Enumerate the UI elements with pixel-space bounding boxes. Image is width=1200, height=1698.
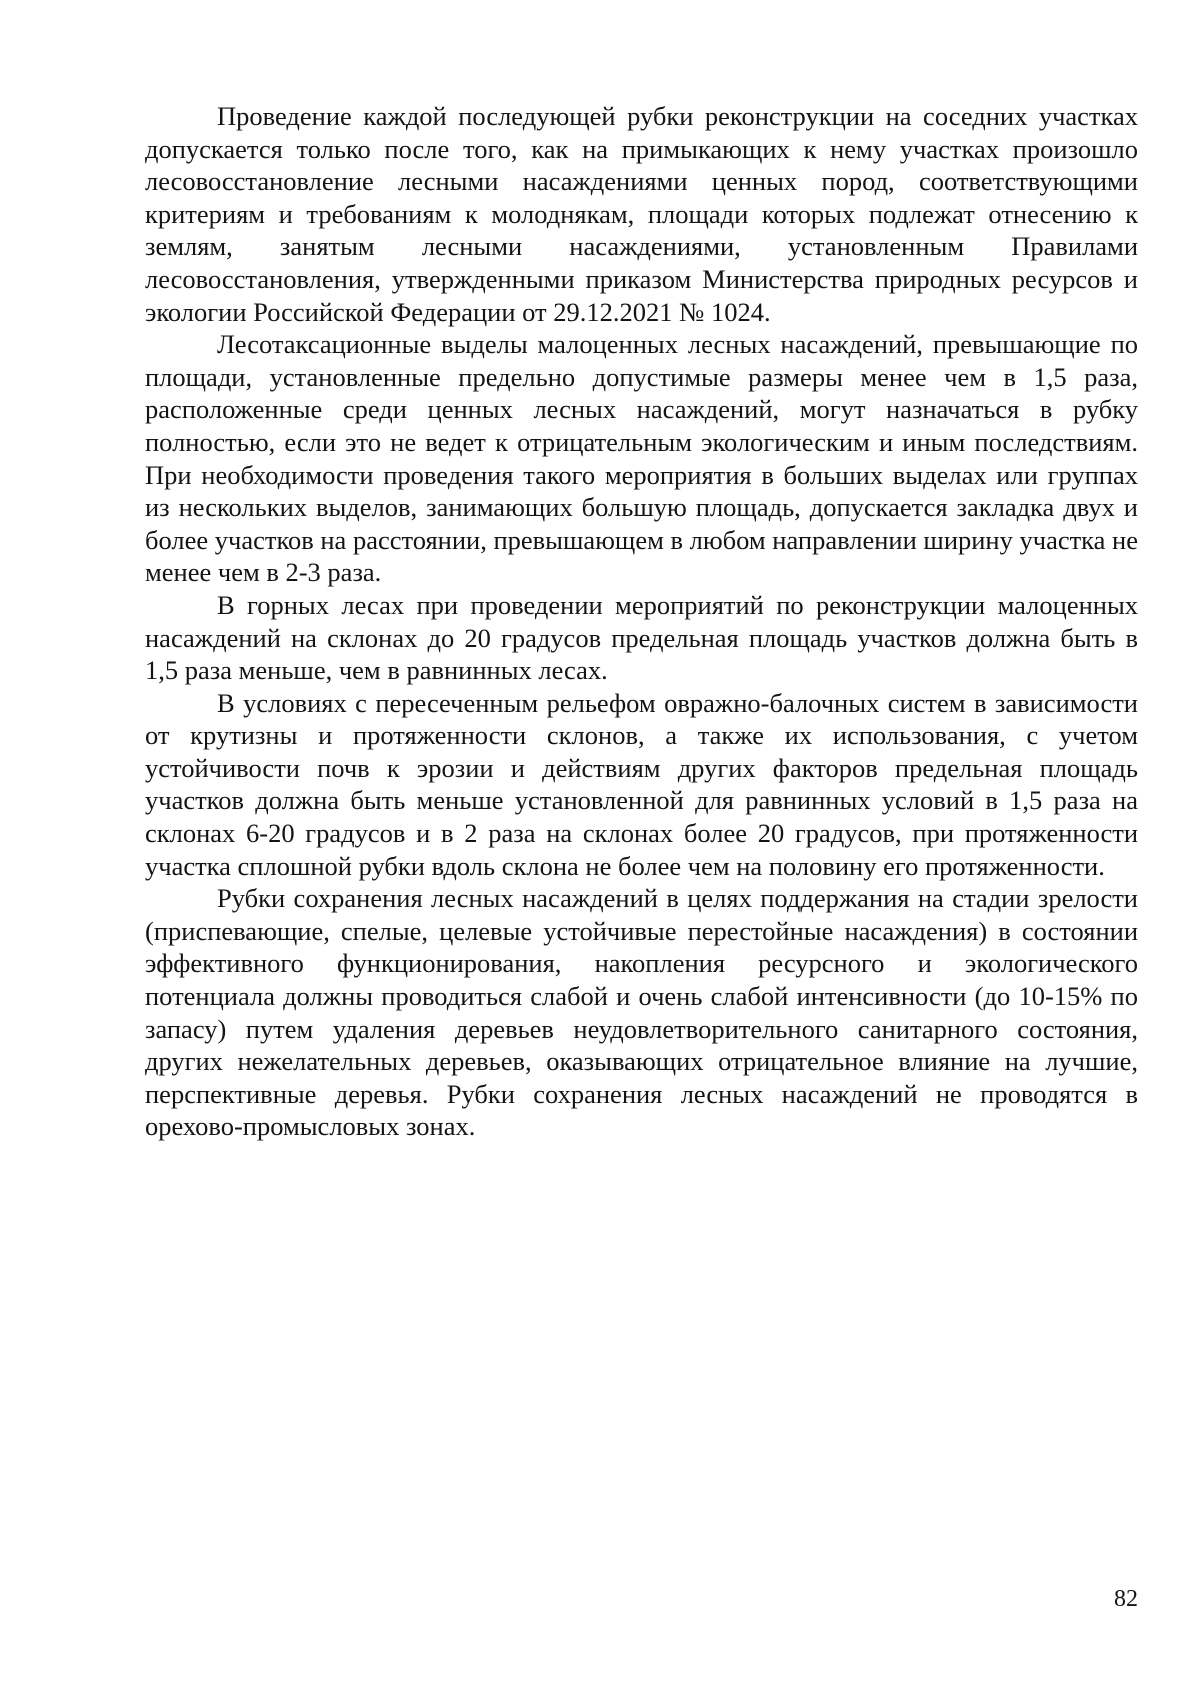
- paragraph-mountain-forests: В горных лесах при проведении мероприятий по реконструкции малоценных насаждений на склонах до 20 градусов предельная площадь участков должна быть в 1,5 раза меньше, чем в равнинных лесах.: [145, 589, 1138, 686]
- paragraph-ravine-relief: В условиях с пересеченным рельефом овражно-балочных систем в зависимости от крутизны и протяженности склонов, а также их использования, с учетом устойчивости почв к эрозии и действиям других факторов предельная площадь участков должна быть меньше установленной для равнинных условий в 1,5 раза на склонах 6-20 градусов и в 2 раза на склонах более 20 градусов, при протяженности участка сплошной рубки вдоль склона не более чем на половину его протяженности.: [145, 687, 1138, 881]
- document-body: [145, 100, 1138, 1143]
- paragraph-forest-plots: Лесотаксационные выделы малоценных лесных насаждений, превышающие по площади, установленные предельно допустимые размеры менее чем в 1,5 раза, расположенные среди ценных лесных насаждений, могут назначаться в рубку полностью, если это не ведет к отрицательным экологическим и иным последствиям. При необходимости проведения такого мероприятия в больших выделах или группах из нескольких выделов, занимающих большую площадь, допускается закладка двух и более участков на расстоянии, превышающем в любом направлении ширину участка не менее чем в 2-3 раза.: [145, 329, 1138, 588]
- paragraph-preservation-felling: Рубки сохранения лесных насаждений в целях поддержания на стадии зрелости (приспевающие, спелые, целевые устойчивые перестойные насаждения) в состоянии эффективного функционирования, накопления ресурсного и экологического потенциала должны проводиться слабой и очень слабой интенсивности (до 10-15% по запасу) путем удаления деревьев неудовлетворительного санитарного состояния, других нежелательных деревьев, оказывающих отрицательное влияние на лучшие, перспективные деревья. Рубки сохранения лесных насаждений не проводятся в орехово-промысловых зонах.: [145, 883, 1138, 1142]
- paragraph-reconstruction-felling: Проведение каждой последующей рубки реконструкции на соседних участках допускается только после того, как на примыкающих к нему участках произошло лесовосстановление лесными насаждениями ценных пород, соответствующими критериям и требованиям к молоднякам, площади которых подлежат отнесению к землям, занятым лесными насаждениями, установленным Правилами лесовосстановления, утвержденными приказом Министерства природных ресурсов и экологии Российской Федерации от 29.12.2021 № 1024.: [145, 101, 1138, 327]
- page-number: 82: [1114, 1586, 1138, 1612]
